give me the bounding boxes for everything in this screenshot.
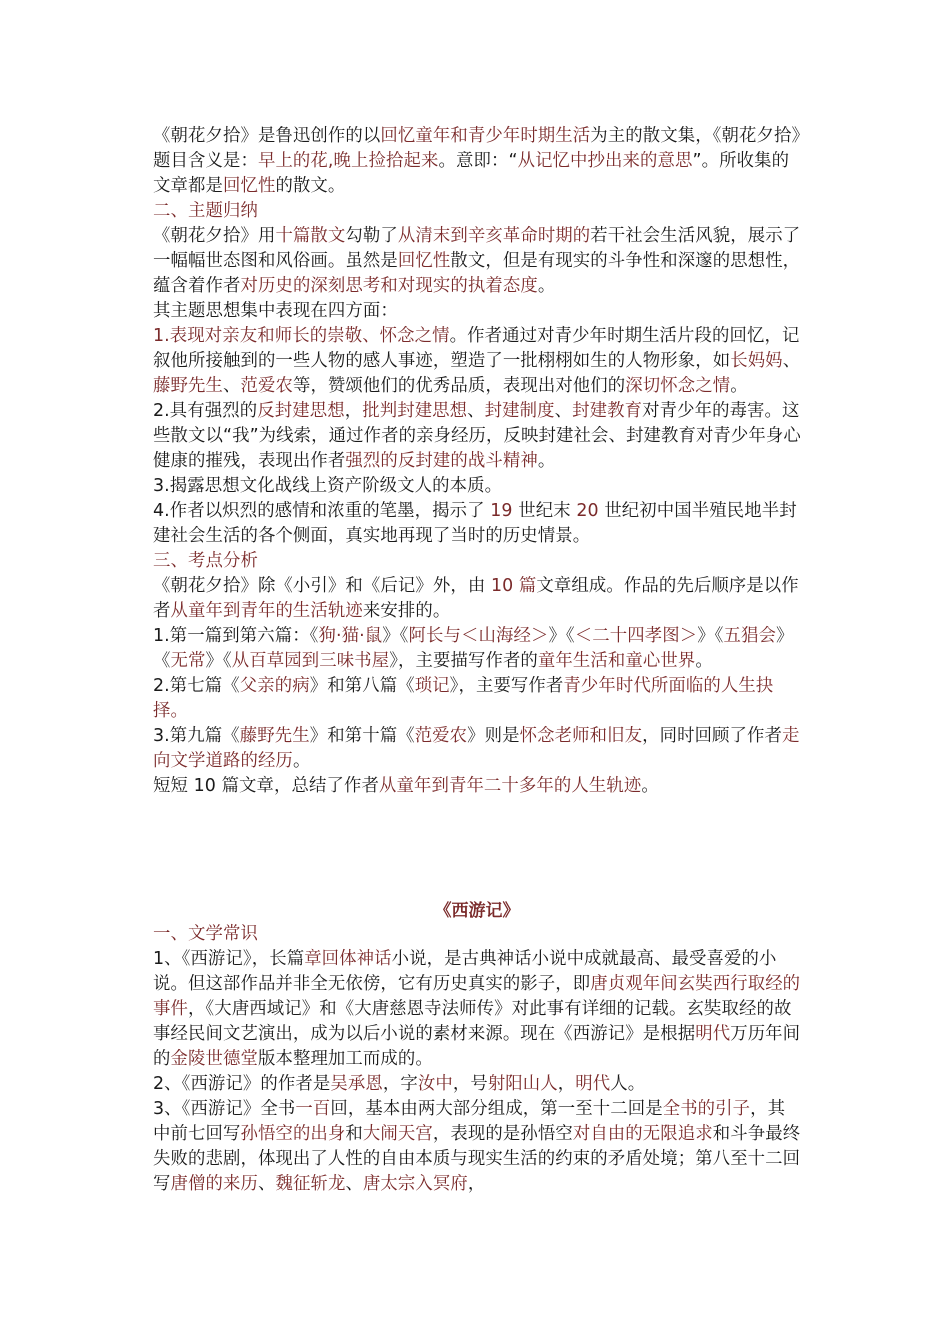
paragraph: [153, 774, 801, 799]
highlight-text: 从童年到青年二十多年的人生轨迹: [378, 776, 642, 796]
highlight-text: 封建教育: [572, 401, 643, 421]
highlight-text: 从童年到青年的生活轨迹: [170, 601, 363, 621]
paragraph: [153, 124, 801, 199]
body-text: 》和第八篇《: [309, 676, 415, 696]
paragraph: [153, 399, 801, 474]
body-text: ，号: [452, 1074, 488, 1094]
body-text: 。: [292, 751, 311, 771]
body-text: 、: [222, 376, 241, 396]
body-text: 、: [257, 1174, 276, 1194]
body-text: 《朝花夕拾》用: [153, 226, 276, 246]
body-text: 》《: [153, 626, 794, 671]
body-text: ，同时回顾了作者: [642, 726, 783, 746]
highlight-text: 汝中: [417, 1074, 453, 1094]
body-text: 》《: [548, 626, 575, 646]
body-text: 。意即：“: [438, 151, 518, 171]
paragraph: 3.揭露思想文化战线上资产阶级文人的本质。: [153, 476, 503, 496]
highlight-text: 射阳山人: [487, 1074, 558, 1094]
paragraph: [153, 499, 801, 549]
body-text: 》则是: [467, 726, 520, 746]
highlight-text: 反封建思想: [257, 401, 345, 421]
body-text: 《朝花夕拾》除《小引》和《后记》外，由: [153, 576, 491, 596]
paragraph: [153, 947, 801, 1072]
highlight-text: 全书的引子: [662, 1099, 751, 1119]
highlight-text: 怀念老师和旧友: [519, 726, 643, 746]
body-text: 。: [695, 651, 713, 671]
section-heading: 三、考点分析: [153, 551, 258, 571]
body-text: 》《: [205, 651, 232, 671]
body-text: 》《: [697, 626, 724, 646]
highlight-text: 强烈的反封建的战斗精神: [345, 451, 538, 471]
highlight-text: 五猖会: [723, 626, 776, 646]
body-text: 2、《西游记》的作者是: [153, 1074, 331, 1094]
body-text: 散文，但是有现实的斗争性和深邃的思想性，蕴含着作者: [153, 251, 801, 296]
paragraph: [153, 224, 801, 299]
body-text: 小说，是古典神话小说中成就最高、最受喜爱的小说。但这部作品并非全无依傍，它有历史真实的影子，即: [153, 949, 777, 994]
body-text: 短短 10 篇文章，总结了作者: [153, 776, 379, 796]
body-text: 、: [554, 401, 573, 421]
paragraph: [153, 724, 801, 774]
highlight-text: 20: [576, 501, 599, 521]
body-text: 人。: [610, 1074, 646, 1094]
body-text: 1.第一篇到第六篇：《: [153, 626, 319, 646]
highlight-text: 唐僧的来历: [170, 1174, 258, 1194]
highlight-text: 从清末到辛亥革命时期的: [397, 226, 591, 246]
body-text: 、: [345, 1174, 363, 1194]
highlight-text: ＜二十四孝图＞: [574, 626, 698, 646]
highlight-text: 无常: [170, 651, 206, 671]
highlight-text: 唐太宗入冥府: [362, 1174, 468, 1194]
paragraph: [153, 674, 801, 724]
body-text: 2.第七篇《: [153, 676, 240, 696]
highlight-text: 回忆性: [397, 251, 451, 271]
body-text: 、: [467, 401, 485, 421]
highlight-text: 大闹天宫: [362, 1124, 433, 1144]
highlight-text: 从百草园到三味书屋: [231, 651, 390, 671]
highlight-text: 狗·猫·鼠: [318, 626, 383, 646]
paragraph: [153, 624, 801, 674]
body-text: 对青少年的毒害。这些散文以“我”为线索，通过作者的亲身经历，反映封建社会、封建教育对青少年身心健康的摧残，表现出作者: [153, 401, 801, 471]
highlight-text: 一百: [295, 1099, 331, 1119]
body-text: 。: [730, 376, 748, 396]
section-xiyouji: [153, 922, 801, 1197]
body-text: 4.作者以炽烈的感情和浓重的笔墨，揭示了: [153, 501, 491, 521]
body-text: 的散文。: [275, 176, 346, 196]
body-text: 和: [345, 1124, 363, 1144]
highlight-text: 童年生活和童心世界: [537, 651, 696, 671]
highlight-text: 孙悟空的出身: [240, 1124, 346, 1144]
body-text: 》，主要描写作者的: [389, 651, 538, 671]
paragraph: [153, 574, 801, 624]
body-text: 。: [537, 451, 556, 471]
section-heading: 一、文学常识: [153, 924, 258, 944]
highlight-text: 琐记: [414, 676, 450, 696]
highlight-text: 明代: [695, 1024, 731, 1044]
highlight-text: 批判封建思想: [362, 401, 468, 421]
body-text: ，: [467, 1174, 486, 1194]
highlight-text: 吴承恩: [330, 1074, 383, 1094]
highlight-text: 唐贞观年间玄奘西行取经的事件: [153, 974, 801, 1019]
highlight-text: 明代: [575, 1074, 611, 1094]
body-text: 。: [641, 776, 659, 796]
body-text: 3.第九篇《: [153, 726, 240, 746]
body-text: 等，赞颂他们的优秀品质，表现出对他们的: [292, 376, 626, 396]
body-text: ，其中前七回写: [153, 1099, 786, 1144]
highlight-text: 对历史的深刻思考和对现实的执着态度: [240, 276, 538, 296]
section-title-xiyouji: 《西游记》: [434, 901, 520, 921]
body-text: 《朝花夕拾》是鲁迅创作的以: [153, 126, 381, 146]
highlight-text: 10 篇: [490, 576, 537, 596]
highlight-text: 深切怀念之情: [625, 376, 731, 396]
highlight-text: 魏征斩龙: [275, 1174, 346, 1194]
body-text: ，: [557, 1074, 576, 1094]
highlight-text: 19: [490, 501, 513, 521]
highlight-text: 早上的花,晚上捡拾起来: [257, 151, 439, 171]
body-text: 世纪初中国半殖民地半封建社会生活的各个侧面，真实地再现了当时的历史情景。: [153, 501, 797, 546]
highlight-text: 长妈妈: [730, 351, 783, 371]
body-text: ，: [344, 401, 363, 421]
highlight-text: 回忆性: [222, 176, 276, 196]
body-text: 。作者通过对青少年时期生活片段的回忆，记叙他所接触到的一些人物的感人事迹，塑造了一批栩栩如生的人物形象，如: [153, 326, 800, 371]
body-text: 。: [537, 276, 556, 296]
highlight-text: 范爱农: [240, 376, 293, 396]
highlight-text: 青少年时代所面临的人生抉择。: [153, 676, 774, 721]
body-text: ，字: [382, 1074, 418, 1094]
highlight-text: 对自由的无限追求: [572, 1124, 713, 1144]
body-text: 2.具有强烈的: [153, 401, 258, 421]
paragraph: 其主题思想集中表现在四方面：: [153, 301, 398, 321]
highlight-text: 章回体神话: [304, 949, 392, 969]
body-text: ，《大唐西域记》和《大唐慈恩寺法师传》对此事有详细的记载。玄奘取经的故事经民间文艺演出，成为以后小说的素材来源。现在《西游记》是根据: [153, 999, 792, 1044]
body-text: 版本整理加工而成的。: [257, 1049, 433, 1069]
highlight-text: 走向文学道路的经历: [153, 726, 800, 771]
highlight-text: 1.表现对亲友和师长的崇敬、怀念之情: [153, 326, 450, 346]
body-text: 来安排的。: [362, 601, 451, 621]
highlight-text: 阿长与＜山海经＞: [408, 626, 549, 646]
body-text: 若干社会生活风貌，展示了一幅幅世态图和风俗画。虽然是: [153, 226, 801, 271]
paragraph: [153, 1072, 801, 1097]
body-text: 为主的散文集，《朝花夕拾》题目含义是：: [153, 126, 801, 171]
body-text: 》和第十篇《: [309, 726, 415, 746]
highlight-text: 范爱农: [414, 726, 468, 746]
highlight-text: 金陵世德堂: [170, 1049, 258, 1069]
body-text: ”。所收集的文章都是: [153, 151, 790, 196]
body-text: 》，主要写作者: [449, 676, 564, 696]
highlight-text: 藤野先生: [239, 726, 310, 746]
body-text: 3、《西游记》全书: [153, 1099, 296, 1119]
highlight-text: 十篇散文: [275, 226, 346, 246]
body-text: 、: [782, 351, 801, 371]
section-zhaohuaxishi: [153, 124, 801, 799]
body-text: 文章组成。作品的先后顺序是以作者: [153, 576, 799, 621]
body-text: 1、《西游记》，长篇: [153, 949, 305, 969]
body-text: 世纪末: [512, 501, 577, 521]
body-text: 和斗争最终失败的悲剧，体现出了人性的自由本质与现实生活的约束的矛盾处境；第八至十二回写: [153, 1124, 801, 1194]
highlight-text: 从记忆中抄出来的意思: [517, 151, 693, 171]
highlight-text: 封建制度: [484, 401, 555, 421]
section-heading: 二、主题归纳: [153, 201, 258, 221]
body-text: 回，基本由两大部分组成，第一至十二回是: [330, 1099, 663, 1119]
body-text: 勾勒了: [345, 226, 398, 246]
body-text: ，表现的是孙悟空: [432, 1124, 573, 1144]
highlight-text: 藤野先生: [153, 376, 223, 396]
paragraph: [153, 324, 801, 399]
body-text: 万历年间的: [153, 1024, 801, 1069]
body-text: 》《: [382, 626, 409, 646]
paragraph: [153, 1097, 801, 1197]
highlight-text: 父亲的病: [239, 676, 310, 696]
highlight-text: 回忆童年和青少年时期生活: [380, 126, 591, 146]
